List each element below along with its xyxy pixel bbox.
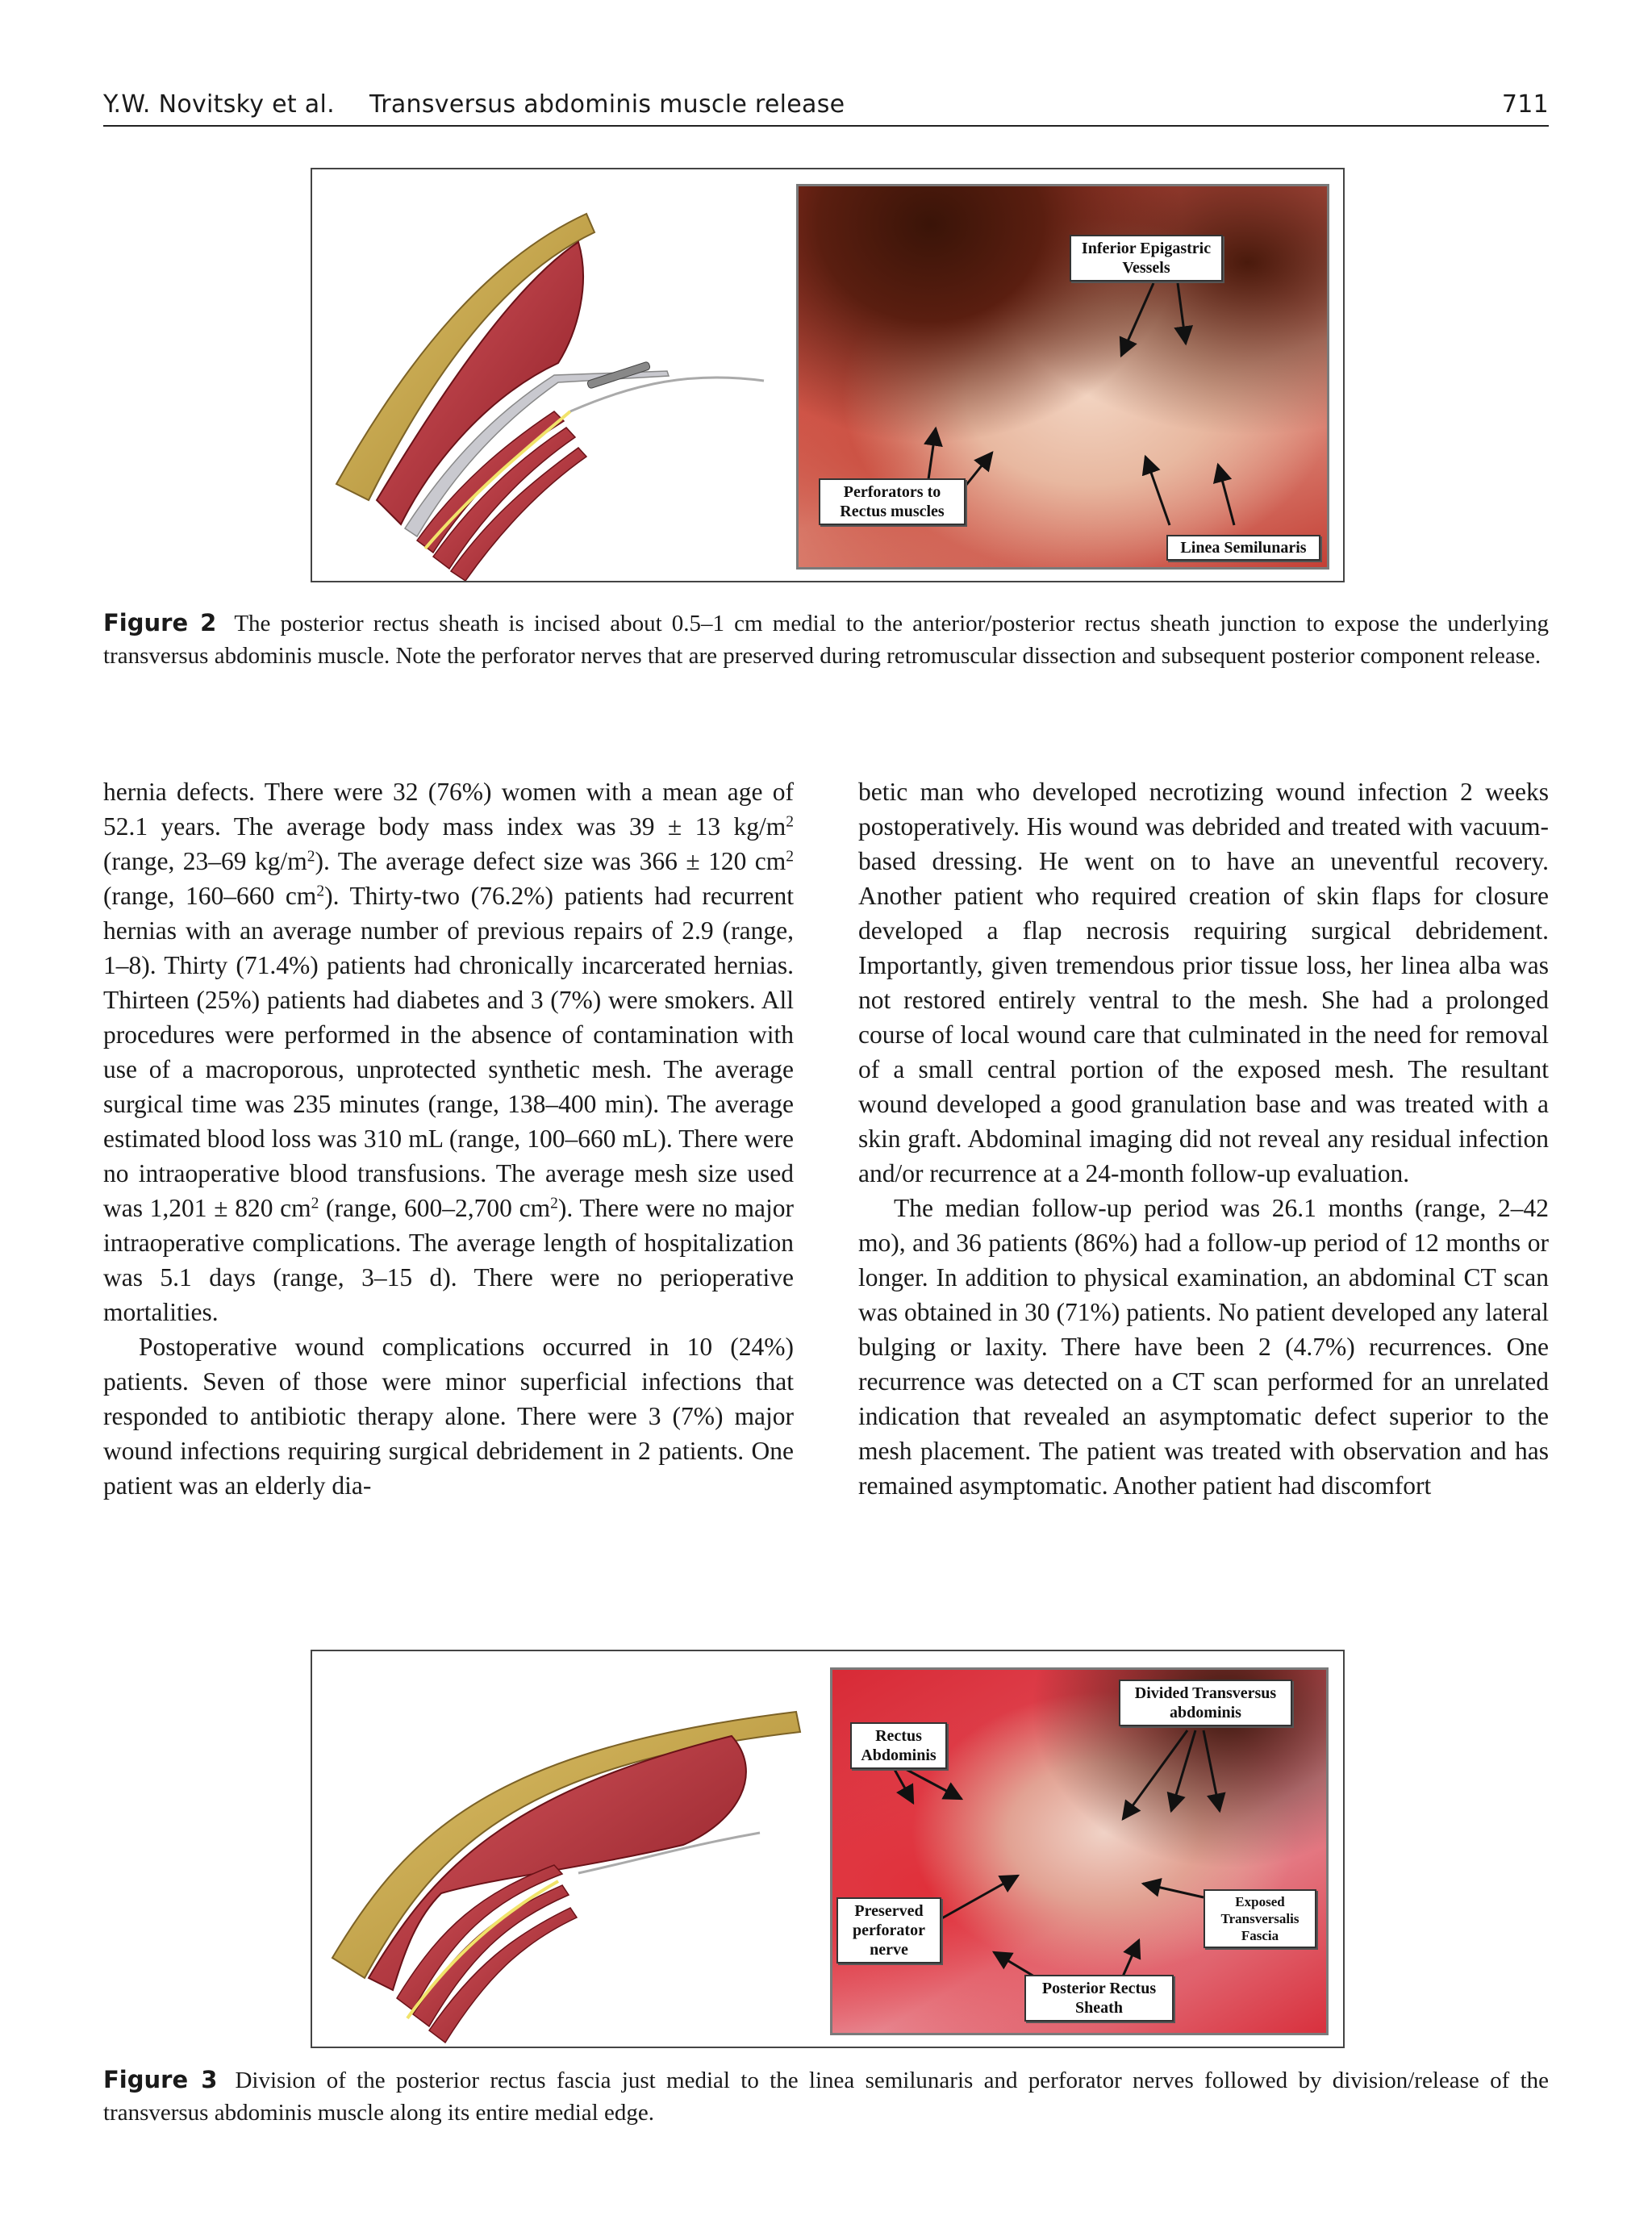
label-posterior-rectus-sheath: Posterior Rectus Sheath <box>1024 1975 1174 2022</box>
paragraph: The median follow-up period was 26.1 months (range, 2–42 mo), and 36 patients (86%) had a follow-up period of 12 months or longer. In addition to physical examination, an abdominal CT scan was obtained in 30 (71%) patients. No patient developed any lateral bulging or laxity. There have been 2 (4.7%) recurrences. One recurrence was detected on a CT scan performed for an unrelated indication that revealed an asymptomatic defect superior to the mesh placement. The patient was treated with observation and has remained asymptomatic. Another patient had discomfort <box>858 1194 1549 1500</box>
figure-3-illustration <box>312 1651 828 2047</box>
running-header <box>103 87 1549 126</box>
paragraph: betic man who developed necrotizing wound infection 2 weeks postoperatively. His wound was debrided and treated with vacuum-based dressing. He went on to have an uneventful recovery. Another patient who required creation of skin flaps for closure developed a flap necrosis requiring surgical debridement. Importantly, given tremendous prior tissue loss, her linea alba was not restored entirely ventral to the mesh. She had a prolonged course of local wound care that culminated in the need for removal of a small central portion of the exposed mesh. The resultant wound developed a good granulation base and was treated with a skin graft. Abdominal imaging did not reveal any residual infection and/or recurrence at a 24-month follow-up evaluation. <box>858 778 1549 1187</box>
figure-3-caption-text: Division of the posterior rectus fascia just medial to the linea semilunaris and perforator nerves followed by division/release of the transversus abdominis muscle along its entire medial edge. <box>103 2068 1550 2126</box>
header-rule <box>103 125 1549 127</box>
paragraph: hernia defects. There were 32 (76%) women with a mean age of 52.1 years. The average body mass index was 39 ± 13 $kg/m^2$ (range, 23–69 $kg/m^2$). The average defect size was 366 ± 120 $cm^2$ (range, 160–660 $cm^2$). Thirty-two (76.2%) patients had recurrent hernias with an average number of previous repairs of 2.9 (range, 1–8). Thirty (71.4%) patients had chronically incarcerated hernias. Thirteen (25%) patients had diabetes and 3 (7%) were smokers. All procedures were performed in the absence of contamination with use of a macroporous, unprotected synthetic mesh. The average surgical time was 235 minutes (range, 138–400 min). The average estimated blood loss was 310 mL (range, 100–660 mL). There were no intraoperative blood transfusions. The average mesh size used was 1,201 ± 820 $cm^2$ (range, 600–2,700 $cm^2$). There were no major intraoperative complications. The average length of hospitalization was 5.1 days (range, 3–15 d). There were no perioperative mortalities. <box>103 778 794 1326</box>
label-exposed-transversalis-fascia: Exposed Transversalis Fascia <box>1204 1889 1316 1948</box>
header-title: Transversus abdominis muscle release <box>369 90 845 119</box>
label-preserved-perforator-nerve: Preserved perforator nerve <box>836 1897 941 1963</box>
figure-3 <box>311 1650 1345 2048</box>
label-linea-semilunaris: Linea Semilunaris <box>1166 535 1320 561</box>
label-perforators: Perforators to Rectus muscles <box>819 478 966 525</box>
figure-2-illustration <box>312 169 788 581</box>
right-column <box>858 774 1549 1503</box>
header-authors: Y.W. Novitsky et al. <box>103 90 335 119</box>
figure-3-caption <box>103 2064 1549 2129</box>
label-divided-transversus-abdominis: Divided Transversus abdominis <box>1119 1680 1292 1726</box>
left-column <box>103 774 794 1503</box>
paragraph: Postoperative wound complications occurred in 10 (24%) patients. Seven of those were minor superficial infections that responded to antibiotic therapy alone. There were 3 (7%) major wound infections requiring surgical debridement in 2 patients. One patient was an elderly dia- <box>103 1333 794 1500</box>
figure-3-caption-label: Figure 3 <box>103 2066 218 2093</box>
figure-3-photo <box>830 1667 1329 2035</box>
label-inferior-epigastric: Inferior Epigastric Vessels <box>1070 235 1223 282</box>
figure-2-photo <box>796 184 1329 570</box>
figure-2-caption <box>103 607 1549 672</box>
figure-2 <box>311 168 1345 582</box>
page-number: 711 <box>1501 90 1549 119</box>
figure-2-caption-label: Figure 2 <box>103 609 217 636</box>
label-rectus-abdominis: Rectus Abdominis <box>850 1722 947 1769</box>
figure-2-caption-text: The posterior rectus sheath is incised about 0.5–1 cm medial to the anterior/posterior rectus sheath junction to expose the underlying transversus abdominis muscle. Note the perforator nerves that are preserved during retromuscular dissection and subsequent posterior component release. <box>103 611 1550 669</box>
